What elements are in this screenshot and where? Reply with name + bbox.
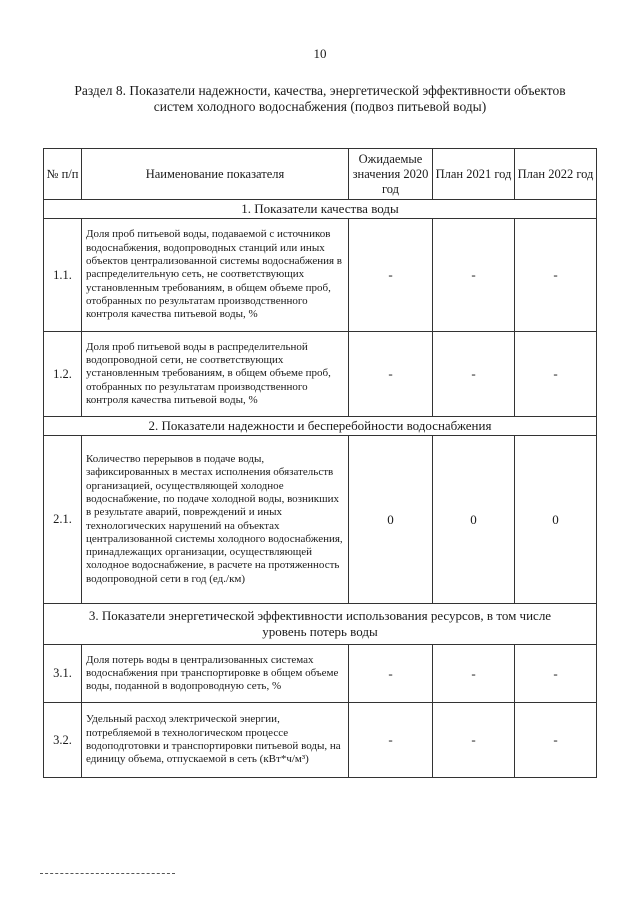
plan-2022-value: - [515,332,597,417]
plan-2021-value: - [433,219,515,332]
plan-2022-value: - [515,703,597,778]
row-number: 3.2. [44,703,82,778]
table-row [44,703,597,778]
plan-2021-value: 0 [433,436,515,604]
table-row [44,436,597,604]
section-row [44,417,597,436]
indicator-name: Доля потерь воды в централизованных системах водоснабжения при транспортировке в общем объеме воды, поданной в водопроводную сеть, % [82,645,349,703]
header-plan-2022: План 2022 год [515,149,597,200]
row-number: 1.1. [44,219,82,332]
section-heading: 2. Показатели надежности и бесперебойности водоснабжения [44,417,597,436]
table-row [44,219,597,332]
section-title: Раздел 8. Показатели надежности, качества, энергетической эффективности объектов систем холодного водоснабжения (подвоз питьевой воды) [74,83,566,114]
header-expected: Ожидаемые значения 2020 год [349,149,433,200]
indicator-name: Доля проб питьевой воды в распределительной водопроводной сети, не соответствующих установленным требованиям, в общем объеме проб, отобранных по результатам производственного контроля качества питьевой воды, % [82,332,349,417]
indicator-name: Доля проб питьевой воды, подаваемой с источников водоснабжения, водопроводных станций или иных объектов централизованной системы водоснабжения в распределительную сеть, не соответствующих установленным требованиям, в общем объеме проб, отобранных по результатам производственного контроля качества питьевой воды, % [82,219,349,332]
expected-value: - [349,703,433,778]
indicator-name: Удельный расход электрической энергии, потребляемой в технологическом процессе водоподготовки и транспортировки питьевой воды, на единицу объема, отпускаемой в сеть (кВт*ч/м³) [82,703,349,778]
expected-value: 0 [349,436,433,604]
section-heading: 3. Показатели энергетической эффективности использования ресурсов, в том числе уровень потерь воды [44,604,597,645]
header-plan-2021: План 2021 год [433,149,515,200]
table-header-row [44,149,597,200]
page-number: 10 [313,46,327,61]
table-row [44,645,597,703]
plan-2022-value: - [515,219,597,332]
expected-value: - [349,645,433,703]
row-number: 1.2. [44,332,82,417]
indicators-table [43,148,597,778]
indicator-name: Количество перерывов в подаче воды, зафиксированных в местах исполнения обязательств организацией, осуществляющей холодное водоснабжение, по подаче холодной воды, возникших в результате аварий, повреждений и иных технологических нарушений на объектах централизованной системы холодного водоснабжения, принадлежащих организации, осуществляющей холодное водоснабжение, в расчете на протяженность водопроводной сети в год (ед./км) [82,436,349,604]
footnote-divider [40,873,175,874]
plan-2021-value: - [433,703,515,778]
plan-2021-value: - [433,332,515,417]
plan-2021-value: - [433,645,515,703]
plan-2022-value: - [515,645,597,703]
plan-2022-value: 0 [515,436,597,604]
section-row [44,200,597,219]
expected-value: - [349,219,433,332]
header-num: № п/п [44,149,82,200]
section-row [44,604,597,645]
row-number: 2.1. [44,436,82,604]
section-heading: 1. Показатели качества воды [44,200,597,219]
header-name: Наименование показателя [82,149,349,200]
expected-value: - [349,332,433,417]
table-row [44,332,597,417]
row-number: 3.1. [44,645,82,703]
